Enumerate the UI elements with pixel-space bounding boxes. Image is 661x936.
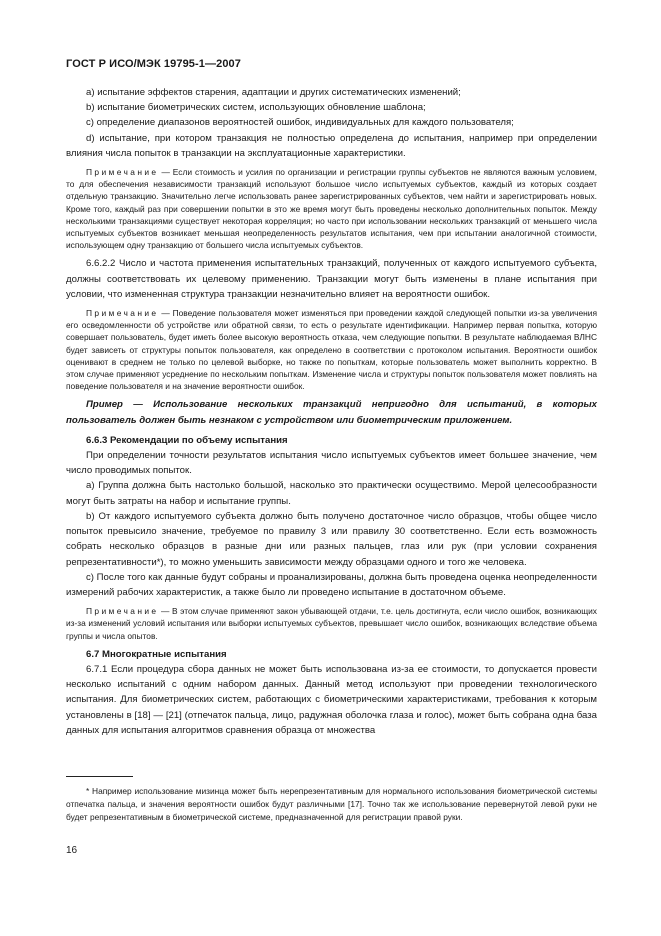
main-text: [66, 85, 597, 738]
note-3-text: — В этом случае применяют закон убывающей отдачи, т.е. цель достигнута, если число ошибок, возникающих из-за изменений условий испытания или выборки испытуемых субъектов, превышает число ошибок, возникающих вследствие объема группы и числа опытов.: [66, 606, 597, 641]
paragraph-6-6-3-b: b) От каждого испытуемого субъекта должно быть получено достаточное число образцов, чтобы общее число попыток превысило значение, требуемое по правилу 3 или правилу 30 соответственно. Если есть возможность собрать несколько образцов в разные дни или разных пальцев, глаз или рук (при условии сохранения репрезентативности*), то можно уменьшить зависимости между образцами одного и того же человека.: [66, 510, 597, 568]
footnote: [66, 785, 597, 823]
note-2: [66, 307, 597, 392]
list-item-b: b) испытание биометрических систем, использующих обновление шаблона;: [86, 102, 426, 114]
paragraph-6-6-3-a: а) Группа должна быть настолько большой, насколько это практически осуществимо. Мерой целесообразности могут быть затраты на набор и испытание группы.: [66, 480, 597, 507]
list-item-a: а) испытание эффектов старения, адаптации и других систематических изменений;: [86, 87, 461, 98]
footnote-text: * Например использование мизинца может быть нерепрезентативным для нормального использования биометрической системы отпечатка пальца, и значения вероятности ошибок будут различными [17]. Точно так же использование перевернутой левой руки не будет репрезентативным в биометрической системе, предназначенной для регистрации правой руки.: [66, 786, 597, 822]
paragraph-6-6-3: При определении точности результатов испытания число испытуемых субъектов имеет большее значение, чем число проводимых попыток.: [66, 450, 597, 477]
footnote-divider: [66, 776, 133, 777]
note-1: [66, 166, 597, 251]
note-label: Примечание: [86, 167, 159, 178]
note-label: Примечание: [86, 606, 159, 617]
standard-header: ГОСТ Р ИСО/МЭК 19795-1—2007: [66, 58, 241, 70]
paragraph-6-6-2-2: 6.6.2.2 Число и частота применения испытательных транзакций, полученных от каждого испытуемого субъекта, должны соответствовать их целевому применению. Транзакции могут быть изменены в плане испытания при условии, что измененная структура транзакции незначительно влияет на вероятности ошибок.: [66, 258, 597, 300]
note-3: [66, 605, 597, 642]
heading-6-7: 6.7 Многократные испытания: [86, 648, 227, 660]
heading-6-6-3: 6.6.3 Рекомендации по объему испытания: [86, 434, 288, 446]
note-2-text: — Поведение пользователя может изменяться при проведении каждой следующей попытки из-за увеличения его осведомленности об устройстве или обратной связи, то есть о результате идентификации. Например первая попытка, которую совершает пользователь, будет иметь более высокую вероятность отказа, чем следующие попытки. В результате наблюдаемая ВЛНС будет зависеть от структуры попыток пользователя, как определено в соответствии с протоколом испытания. Вероятности ошибок оценивают в среднем не только по целевой выборке, но также по попыткам, которые пользователь может выполнить корректно. В этом случае применяют усреднение по нескольким попыткам. Изменение числа и структуры попыток пользователя может повлиять на поведение пользователя и на значение вероятности ошибок.: [66, 308, 597, 392]
example: Пример — Использование нескольких транзакций непригодно для испытаний, в которых пользователь должен быть незнаком с устройством или биометрическим приложением.: [66, 399, 597, 426]
page-number: 16: [66, 845, 78, 856]
paragraph-6-6-3-c: с) После того как данные будут собраны и проанализированы, должна быть проведена оценка неопределенности измерений рабочих характеристик, а также было ли проведено испытание в достаточном объеме.: [66, 571, 597, 598]
list-item-d: d) испытание, при котором транзакция не полностью определена до испытания, например при определении влияния числа попыток в транзакции на эксплуатационные характеристики.: [66, 132, 597, 159]
note-1-text: — Если стоимость и усилия по организации и регистрации группы субъектов не являются важным условием, то для обеспечения независимости транзакций используют большое число испытуемых субъектов, каждый из которых создает отдельную транзакцию. Значительно легче использовать ранее зарегистрированных субъектов, чем найти и зарегистрировать новых. Кроме того, каждый раз при совершении попытки в это же время могут быть проведены несколько дополнительных попыток. Между несколькими транзакциями существует некоторая корреляция; но часто при использовании нескольких транзакций от меньшего числа испытуемых субъектов возникает меньшая неопределенность результатов испытания, чем при испытании аналогичной стоимости, использующем одну транзакцию от большего числа испытуемых субъектов.: [66, 167, 597, 251]
paragraph-6-7-1: 6.7.1 Если процедура сбора данных не может быть использована из-за ее стоимости, то допускается провести несколько испытаний с одним набором данных. Данный метод используют при проведении технологического испытания. Для биометрических систем, работающих с биометрическими характеристиками, требования к которым установлены в [18] — [21] (отпечаток пальца, лицо, радужная оболочка глаза и голос), может быть собрана одна база данных для испытания алгоритмов сравнения образца от множества: [66, 663, 597, 736]
note-label: Примечание: [86, 308, 159, 319]
list-item-c: с) определение диапазонов вероятностей ошибок, индивидуальных для каждого пользователя;: [86, 117, 514, 129]
